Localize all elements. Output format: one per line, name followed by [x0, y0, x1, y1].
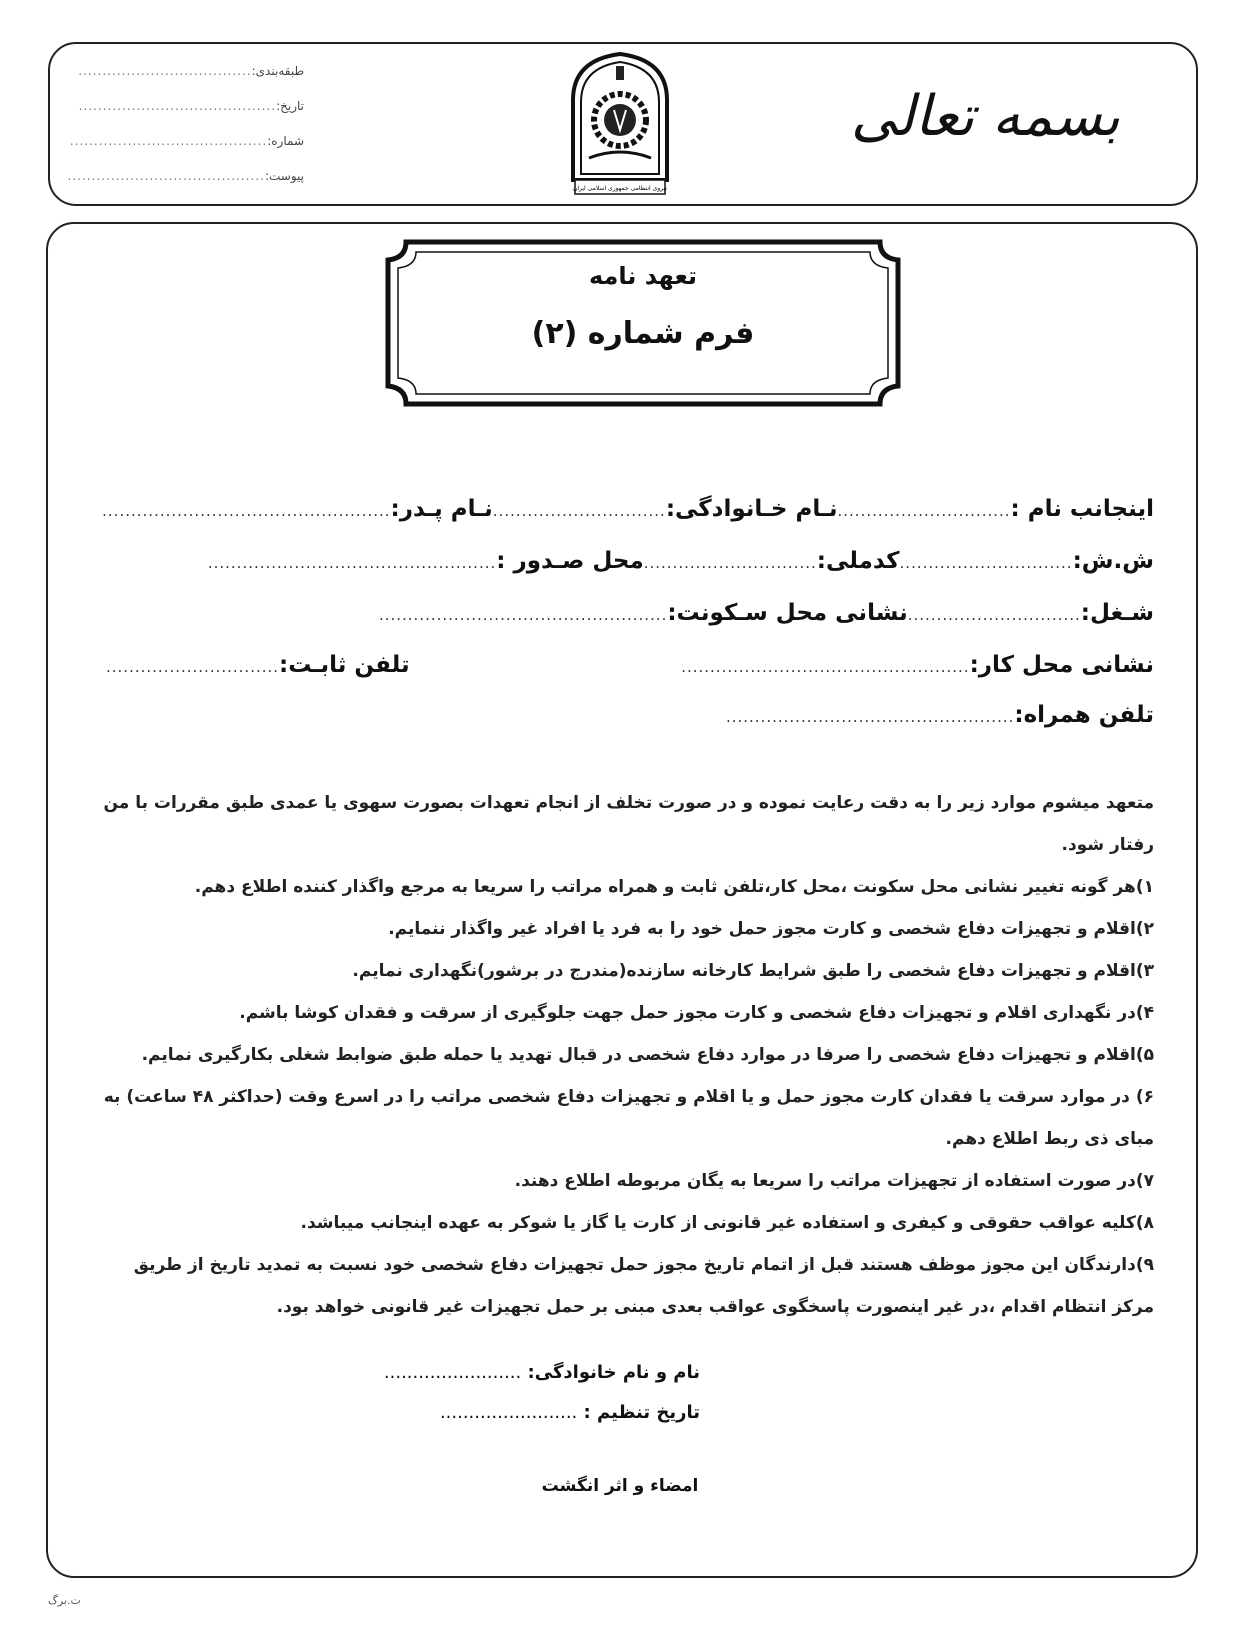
commitment-item: ۶) در موارد سرقت یا فقدان کارت مجوز حمل و یا اقلام و تجهیزات دفاع شخصی مراتب را در اسرع وقت (حداکثر ۴۸ ساعت) به مبای ذی ربط اطلاع دهم. — [103, 1087, 1154, 1149]
label-job: شـغل: — [1080, 600, 1154, 626]
meta-dots: ......................................... — [78, 99, 277, 113]
label-father-name: نـام پـدر: — [390, 496, 493, 522]
label-work-address: نشانی محل کار: — [969, 652, 1154, 678]
label-mobile: تلفن همراه: — [1014, 702, 1154, 728]
meta-label: پیوست: — [264, 169, 304, 183]
signature-fingerprint-label: امضاء و اثر انگشت — [541, 1476, 699, 1496]
meta-label: تاریخ: — [276, 99, 304, 113]
commitment-item: ۳)اقلام و تجهیزات دفاع شخصی را طبق شرایط کارخانه سازنده(مندرج در برشور)نگهداری نمایم. — [352, 961, 1154, 981]
field-row-work — [106, 652, 1154, 678]
blank-home-address[interactable]: .................................................. — [378, 606, 668, 624]
label-first-name: اینجانب نام : — [1010, 496, 1154, 522]
meta-label: شماره: — [267, 134, 304, 148]
meta-number — [69, 134, 304, 169]
meta-label: طبقه‌بندی: — [251, 64, 304, 78]
commitment-item: ۵)اقلام و تجهیزات دفاع شخصی را صرفا در موارد دفاع شخصی در قبال تهدید یا حمله طبق ضوابط شغلی بکارگیری نمایم. — [141, 1045, 1154, 1065]
blank-family-name[interactable]: .............................. — [492, 502, 666, 520]
commitment-item: ۸)کلیه عواقب حقوقی و کیفری و استفاده غیر قانونی از کارت یا گاز یا شوکر به عهده اینجانب میباشد. — [300, 1213, 1154, 1233]
blank-landline[interactable]: .............................. — [106, 658, 280, 676]
label-national-code: کدملی: — [816, 548, 900, 574]
field-row-id — [106, 548, 1154, 574]
meta-dots: ......................................... — [69, 134, 268, 148]
label-full-name: نام و نام خانوادگی: — [527, 1362, 700, 1383]
label-issue-place: محل صـدور : — [496, 548, 644, 574]
meta-dots: .................................... — [78, 64, 252, 78]
blank-job[interactable]: .............................. — [907, 606, 1081, 624]
label-id-number: ش.ش: — [1072, 548, 1154, 574]
blank-first-name[interactable]: .............................. — [837, 502, 1011, 520]
intro-paragraph: متعهد میشوم موارد زیر را به دقت رعایت نموده و در صورت تخلف از انجام تعهدات بصورت سهوی یا عمدی طبق مقررات با من رفتار شود. — [103, 793, 1154, 855]
police-emblem-icon — [565, 50, 675, 198]
label-home-address: نشانی محل سـکونت: — [667, 600, 908, 626]
blank-issue-date[interactable]: ........................ — [439, 1402, 578, 1423]
commitment-item: ۴)در نگهداری اقلام و تجهیزات دفاع شخصی و کارت مجوز حمل جهت جلوگیری از سرقت و فقدان کوشا باشم. — [239, 1003, 1154, 1023]
blank-mobile[interactable]: .................................................. — [725, 708, 1015, 726]
document-meta — [67, 64, 304, 204]
commitment-item: ۱)هر گونه تغییر نشانی محل سکونت ،محل کار،تلفن ثابت و همراه مراتب را سریعا به مرجع واگذار کننده اطلاع دهم. — [194, 877, 1154, 897]
footer-note: ت.برگ — [48, 1594, 81, 1607]
label-issue-date: تاریخ تنظیم : — [583, 1402, 700, 1423]
blank-id-number[interactable]: .............................. — [899, 554, 1073, 572]
label-landline: تلفن ثابـت: — [279, 652, 410, 678]
signature-date-row — [440, 1402, 700, 1423]
field-row-name — [102, 496, 1154, 522]
form-title: تعهد نامه — [588, 262, 698, 290]
emblem-caption: نیروی انتظامی جمهوری اسلامی ایران — [573, 185, 667, 192]
blank-work-address[interactable]: .................................................. — [681, 658, 970, 676]
commitment-item: ۷)در صورت استفاده از تجهیزات مراتب را سریعا به یگان مربوطه اطلاع دهند. — [514, 1171, 1154, 1191]
blank-issue-place[interactable]: .................................................. — [207, 554, 497, 572]
bismillah-heading: بسمه تعالی — [850, 84, 1120, 149]
blank-national-code[interactable]: .............................. — [643, 554, 817, 572]
field-row-job — [106, 600, 1154, 626]
form-number: فرم شماره (۲) — [531, 316, 755, 351]
commitment-item: ۲)اقلام و تجهیزات دفاع شخصی و کارت مجوز حمل خود را به فرد یا افراد غیر واگذار ننمایم. — [388, 919, 1154, 939]
field-row-mobile — [725, 702, 1154, 728]
meta-dots: ......................................... — [67, 169, 265, 183]
meta-date — [74, 99, 304, 134]
label-family-name: نـام خـانوادگی: — [665, 496, 838, 522]
meta-attachment — [67, 169, 304, 204]
signature-name-row — [384, 1362, 700, 1383]
blank-full-name[interactable]: ........................ — [383, 1362, 522, 1383]
meta-classification — [74, 64, 304, 99]
commitment-item: ۹)دارندگان این مجوز موظف هستند قبل از اتمام تاریخ مجوز حمل تجهیزات دفاع شخصی خود نسبت به تمدید تاریخ از طریق مرکز انتظام اقدام ،در غیر اینصورت پاسخگوی عواقب بعدی مبنی بر حمل تجهیزات غیر قانونی خواهد بود. — [133, 1255, 1154, 1317]
blank-father-name[interactable]: .................................................. — [102, 502, 391, 520]
